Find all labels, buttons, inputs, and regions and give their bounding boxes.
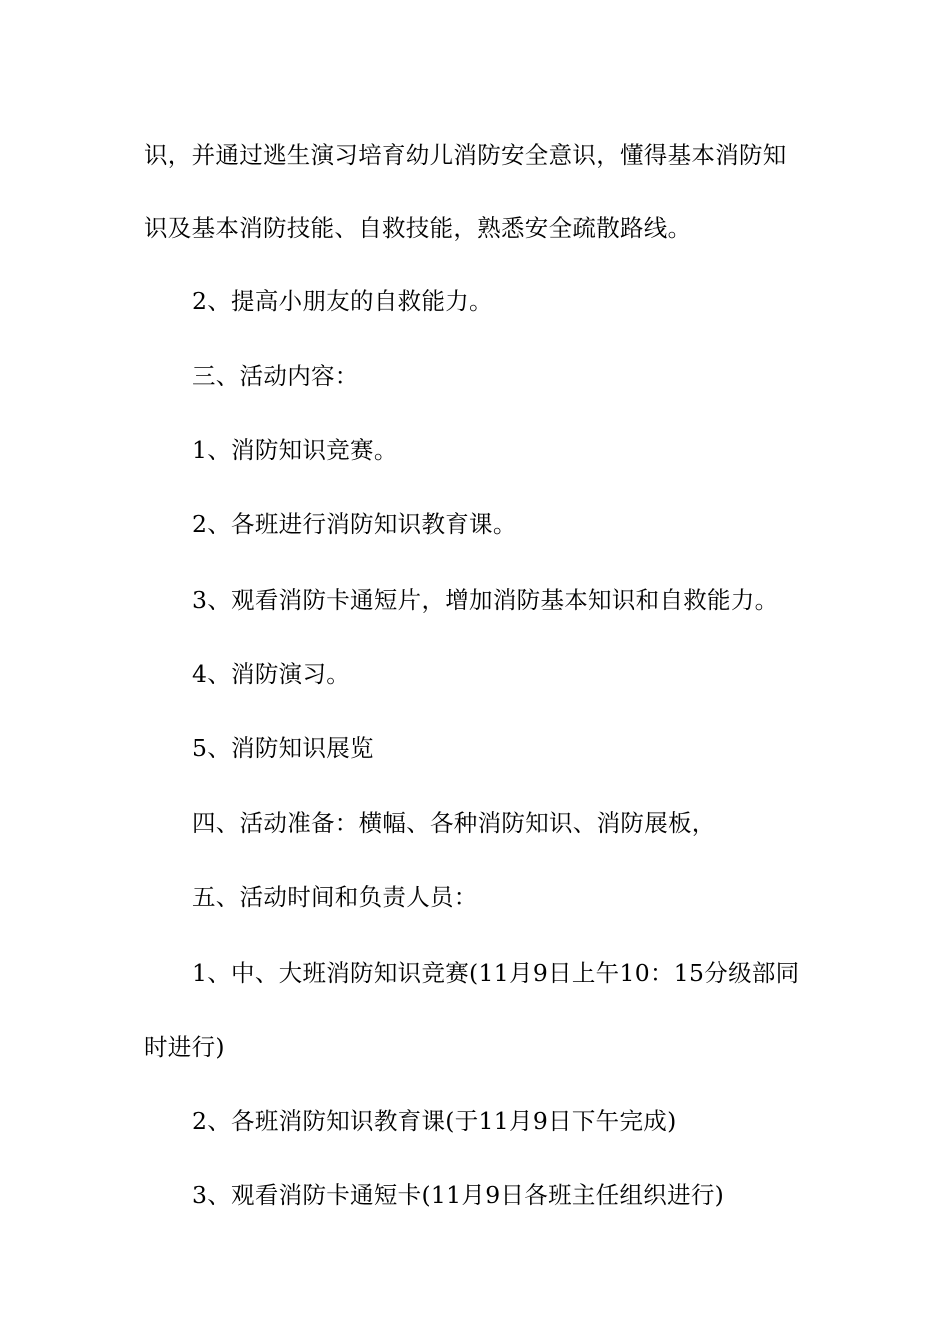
section-heading-activity-content: 三、活动内容：	[192, 362, 359, 390]
content-item-4: 4、消防演习。	[192, 660, 351, 688]
schedule-item-1-continued: 时进行)	[144, 1033, 225, 1061]
schedule-item-2: 2、各班消防知识教育课(于11月9日下午完成)	[192, 1107, 677, 1135]
objective-item-2: 2、提高小朋友的自救能力。	[192, 287, 493, 315]
schedule-item-1: 1、中、大班消防知识竞赛(11月9日上午10：15分级部同	[192, 959, 800, 987]
content-item-5: 5、消防知识展览	[192, 734, 374, 762]
content-item-3: 3、观看消防卡通短片，增加消防基本知识和自救能力。	[192, 586, 779, 614]
paragraph-line-2: 识及基本消防技能、自救技能，熟悉安全疏散路线。	[144, 214, 692, 242]
section-heading-preparation: 四、活动准备：横幅、各种消防知识、消防展板，	[192, 809, 716, 837]
content-item-1: 1、消防知识竞赛。	[192, 436, 398, 464]
schedule-item-3: 3、观看消防卡通短卡(11月9日各班主任组织进行)	[192, 1181, 725, 1209]
content-item-2: 2、各班进行消防知识教育课。	[192, 510, 517, 538]
paragraph-line-1: 识，并通过逃生演习培育幼儿消防安全意识，懂得基本消防知	[144, 141, 787, 169]
section-heading-schedule: 五、活动时间和负责人员：	[192, 883, 478, 911]
